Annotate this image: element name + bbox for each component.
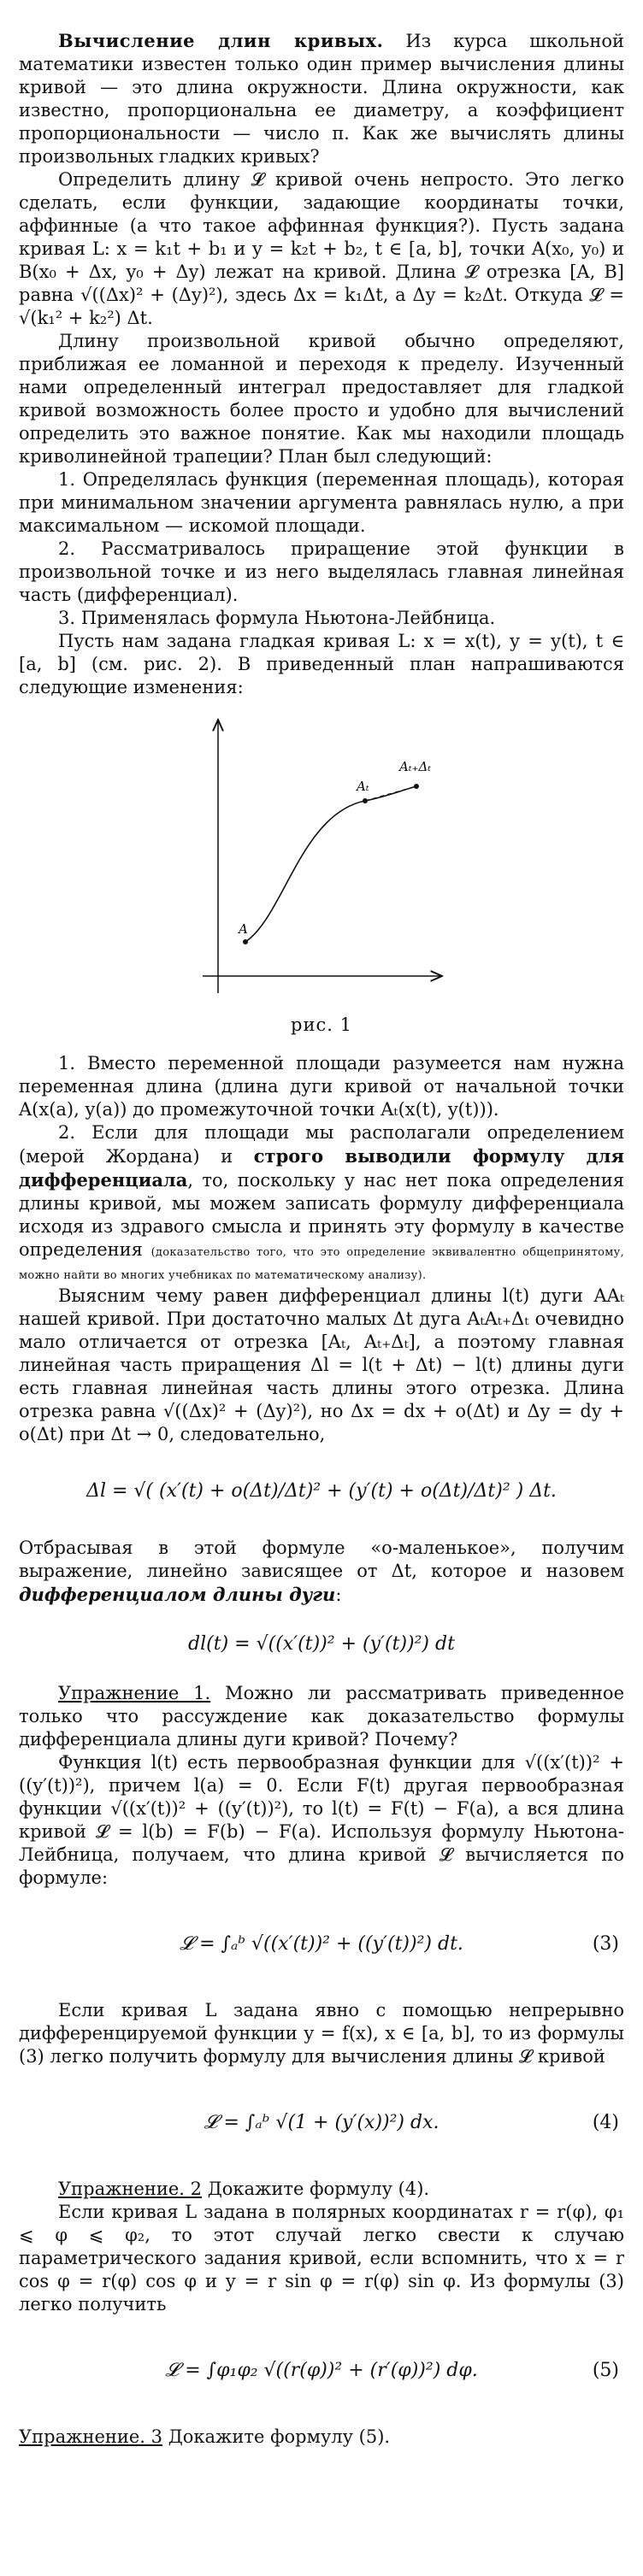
point-atdt — [414, 784, 419, 789]
exercise-3 — [19, 2426, 624, 2449]
change-item-2-cont: , то, поскольку у нас нет пока определения длины кривой, мы можем записать формулу дифференциала исходя из здравого смысла и принять эту формулу в качестве определения — [19, 1170, 624, 1260]
paragraph-differential: Выясним чему равен дифференциал длины l(t) дуги AAₜ нашей кривой. При достаточно малых Δt дуга AₜAₜ₊Δₜ очевидно мало отличается от отрезка [Aₜ, Aₜ₊Δₜ], а поэтому главная линейная часть приращения Δl = l(t + Δt) − l(t) длины дуги есть главная линейная часть длины этого отрезка. Длина отрезка равна √((Δx)² + (Δy)²), но Δx = dx + o(Δt) и Δy = dy + o(Δt) при Δt → 0, следовательно, — [19, 1285, 624, 1444]
plan-item-3: 3. Применялась формула Ньютона-Лейбница. — [58, 608, 496, 628]
o-small-end: : — [335, 1585, 342, 1605]
o-small-text: Отбрасывая в этой формуле «o-маленькое», получим выражение, линейно зависящее от Δt, которое и назовем — [19, 1538, 624, 1581]
exercise-2-text: Докажите формулу (4). — [202, 2179, 430, 2199]
paragraph-smooth-curve: Пусть нам задана гладкая кривая L: x = x(t), y = y(t), t ∈ [a, b] (см. рис. 2). В приведенный план напрашиваются следующие изменения: — [19, 631, 624, 697]
exercise-1-label: Упражнение 1. — [58, 1683, 211, 1703]
paragraph-antiderivative: Функция l(t) есть первообразная функции для √((x′(t))² + ((y′(t))²), причем l(a) = 0. Если F(t) другая первообразная функции √((x′(t))² + ((y′(t))²), то l(t) = F(t) − F(a), а вся длина кривой 𝓛 = l(b) = F(b) − F(a). Используя формулу Ньютона-Лейбница, получаем, что длина кривой 𝓛 вычисляется по формуле: — [19, 1752, 624, 1888]
formula-3-body: 𝓛 = ∫ₐᵇ √((x′(t))² + ((y′(t))²) dt. — [180, 1933, 463, 1955]
exercise-1 — [19, 1682, 624, 1751]
formula-4-number: (4) — [592, 2112, 619, 2133]
formula-4 — [19, 2082, 624, 2164]
paragraph-affine: Определить длину 𝓛 кривой очень непросто. Это легко сделать, если функции, задающие координаты точки, аффинные (а что такое аффинная функция?). Пусть задана кривая L: x = k₁t + b₁ и y = k₂t + b₂, t ∈ [a, b], точки A(x₀, y₀) и B(x₀ + Δx, y₀ + Δy) лежат на кривой. Длина 𝓛 отрезка [A, B] равна √((Δx)² + (Δy)²), здесь Δx = k₁Δt, а Δy = k₂Δt. Откуда 𝓛 = √(k₁² + k₂²) Δt. — [19, 169, 624, 328]
formula-3 — [19, 1903, 624, 1985]
label-at: Aₜ — [357, 779, 369, 794]
formula-4-body: 𝓛 = ∫ₐᵇ √(1 + (y′(x))²) dx. — [204, 2112, 439, 2133]
paragraph-polar: Если кривая L задана в полярных координатах r = r(φ), φ₁ ⩽ φ ⩽ φ₂, то этот случай легко свести к случаю параметрического задания кривой, если вспомнить, что x = r cos φ = r(φ) cos φ и y = r sin φ = r(φ) sin φ. Из формулы (3) легко получить — [19, 2202, 624, 2314]
point-a — [243, 939, 248, 944]
label-a: A — [239, 921, 248, 937]
paragraph-intro — [19, 29, 624, 168]
point-at — [363, 798, 368, 803]
section-title: Вычисление длин кривых. — [58, 30, 384, 51]
change-item-1: 1. Вместо переменной площади разумеется нам нужна переменная длина (длина дуги кривой от начальной точки A(x(a), y(a)) до промежуточной точки Aₜ(x(t), y(t))). — [19, 1053, 624, 1120]
label-atdt: Aₜ₊Δₜ — [399, 759, 431, 774]
formula-dl: dl(t) = √((x′(t))² + (y′(t))²) dt — [188, 1633, 455, 1655]
figure-caption: рис. 1 — [291, 1015, 352, 1035]
change-item-2 — [19, 1121, 624, 1285]
change-item-2-text: 2. Если для площади мы располагали определением (мерой Жордана) и — [19, 1122, 624, 1167]
change-item-2-note: (доказательство того, что это определение эквивалентно общепринятому, можно найти во многих учебниках по математическому анализу). — [19, 1246, 624, 1282]
formula-5-body: 𝓛 = ∫φ₁φ₂ √((r(φ))² + (r′(φ))²) dφ. — [165, 2360, 478, 2381]
exercise-2-label: Упражнение. 2 — [58, 2179, 203, 2199]
paragraph-o-small — [19, 1537, 624, 1607]
change-item-2-bold: строго выводили формулу для дифференциала — [19, 1145, 624, 1191]
formula-3-number: (3) — [592, 1933, 619, 1955]
figure-curve — [19, 711, 624, 1010]
exercise-3-text: Докажите формулу (5). — [162, 2426, 391, 2447]
formula-5-number: (5) — [592, 2360, 619, 2381]
paragraph-explicit: Если кривая L задана явно с помощью непрерывно дифференцируемой функции y = f(x), x ∈ [a, b], то из формулы (3) легко получить формулу для вычисления длины 𝓛 кривой — [19, 2000, 624, 2067]
plan-item-1: 1. Определялась функция (переменная площадь), которая при минимальном значении аргумента равнялась нулю, а при максимальном — искомой площади. — [19, 469, 624, 536]
exercise-3-label: Упражнение. 3 — [19, 2426, 163, 2447]
exercise-1-text: Можно ли рассматривать приведенное только что рассуждение как доказательство формулы дифференциала длины дуги кривой? Почему? — [19, 1683, 624, 1750]
paragraph-plan: Длину произвольной кривой обычно определяют, приближая ее ломанной и переходя к пределу. Изученный нами определенный интеграл предоставляет для гладкой кривой возможность более просто и удобно для вычислений определить это важное понятие. Как мы находили площадь криволинейной трапеции? План был следующий: — [19, 331, 624, 467]
curve-diagram — [190, 711, 446, 1010]
formula-5 — [19, 2330, 624, 2412]
exercise-2 — [19, 2178, 624, 2201]
curve-path — [245, 786, 416, 942]
arc-differential-term: дифференциалом длины дуги — [19, 1584, 336, 1605]
plan-item-2: 2. Рассматривалось приращение этой функции в произвольной точке и из него выделялась главная линейная часть (дифференциал). — [19, 538, 624, 605]
paragraph-intro-text: Из курса школьной математики известен только один пример вычисления длины кривой — это длина окружности. Длина окружности, как известно, пропорциональна ее диаметру, а коэффициент пропорциональности — число π. Как же вычислять длины произвольных гладких кривых? — [19, 31, 624, 167]
formula-delta-l: Δl = √( (x′(t) + o(Δt)/Δt)² + (y′(t) + o(Δt)/Δt)² ) Δt. — [86, 1480, 557, 1502]
